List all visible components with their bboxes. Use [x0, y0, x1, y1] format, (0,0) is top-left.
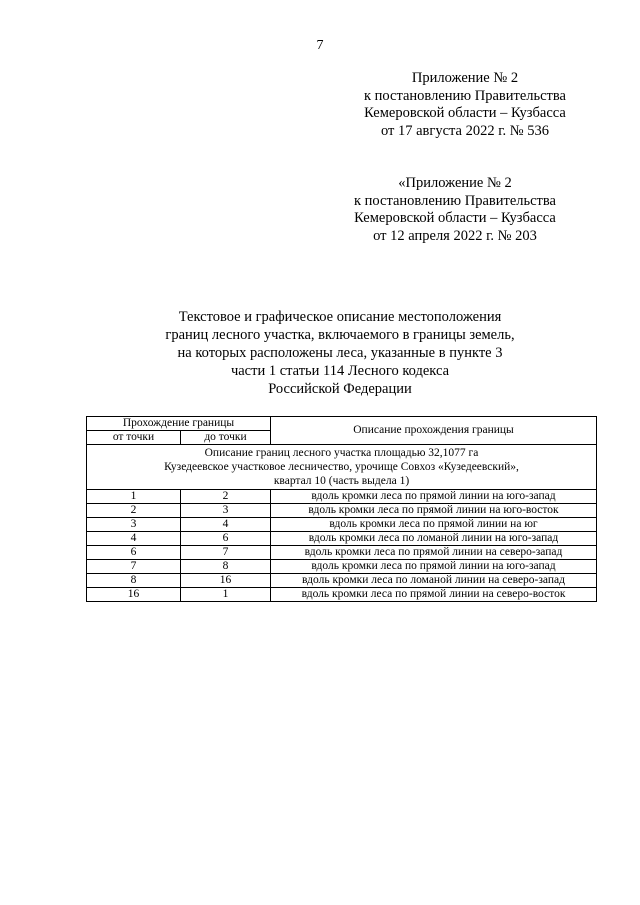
- from-point-header: от точки: [87, 431, 181, 445]
- table-group-row: [87, 445, 597, 490]
- plot-description-line: Кузедеевское участковое лесничество, урочище Совхоз «Кузедеевский»,: [164, 461, 519, 473]
- table-row: [87, 560, 597, 574]
- appendix-current-line: Кемеровской области – Кузбасса: [364, 105, 566, 121]
- from-point: 6: [87, 546, 181, 560]
- to-point: 6: [181, 532, 271, 546]
- from-point: 7: [87, 560, 181, 574]
- boundary-description: вдоль кромки леса по прямой линии на юг: [271, 518, 597, 532]
- boundary-description: вдоль кромки леса по ломаной линии на юго-запад: [271, 532, 597, 546]
- appendix-previous-header: [330, 175, 580, 245]
- from-point: 2: [87, 504, 181, 518]
- appendix-previous-line: от 12 апреля 2022 г. № 203: [373, 227, 537, 244]
- title-line: границ лесного участка, включаемого в границы земель,: [165, 327, 515, 343]
- boundary-description: вдоль кромки леса по прямой линии на северо-запад: [271, 546, 597, 560]
- document-title: [90, 308, 590, 398]
- table-row: [87, 532, 597, 546]
- table-header-row: [87, 417, 597, 431]
- boundary-description: вдоль кромки леса по прямой линии на юго-запад: [271, 560, 597, 574]
- appendix-previous-line: к постановлению Правительства: [354, 192, 556, 209]
- table-row: [87, 518, 597, 532]
- appendix-current-line: Приложение № 2: [411, 70, 519, 86]
- to-point: 16: [181, 574, 271, 588]
- from-point: 4: [87, 532, 181, 546]
- table-row: [87, 490, 597, 504]
- boundary-description: вдоль кромки леса по прямой линии на юго-восток: [271, 504, 597, 518]
- table-row: [87, 504, 597, 518]
- plot-description-line: квартал 10 (часть выдела 1): [273, 475, 410, 487]
- boundary-description: вдоль кромки леса по прямой линии на юго-запад: [271, 490, 597, 504]
- to-point: 4: [181, 518, 271, 532]
- table-row: [87, 574, 597, 588]
- to-point: 2: [181, 490, 271, 504]
- appendix-current-line: от 17 августа 2022 г. № 536: [380, 122, 550, 139]
- table-row: [87, 546, 597, 560]
- passage-header: Прохождение границы: [87, 417, 271, 431]
- to-point-header: до точки: [181, 431, 271, 445]
- to-point: 1: [181, 588, 271, 602]
- from-point: 1: [87, 490, 181, 504]
- boundary-table: [86, 416, 597, 602]
- appendix-previous-line: Кемеровской области – Кузбасса: [354, 210, 556, 226]
- plot-description-line: Описание границ лесного участка площадью 32,1077 га: [204, 447, 479, 459]
- from-point: 16: [87, 588, 181, 602]
- appendix-current-line: к постановлению Правительства: [364, 87, 566, 104]
- title-line: на которых расположены леса, указанные в пункте 3: [177, 345, 503, 361]
- appendix-previous-line: «Приложение № 2: [398, 175, 512, 191]
- plot-description: [87, 445, 597, 490]
- from-point: 8: [87, 574, 181, 588]
- to-point: 3: [181, 504, 271, 518]
- appendix-current-header: [340, 70, 590, 140]
- title-line: Российской Федерации: [268, 381, 412, 397]
- page-number: 7: [316, 38, 324, 53]
- title-line: части 1 статьи 114 Лесного кодекса: [230, 363, 450, 379]
- boundary-description: вдоль кромки леса по ломаной линии на северо-запад: [271, 574, 597, 588]
- from-point: 3: [87, 518, 181, 532]
- description-header: Описание прохождения границы: [271, 417, 597, 445]
- table-row: [87, 588, 597, 602]
- to-point: 8: [181, 560, 271, 574]
- boundary-description: вдоль кромки леса по прямой линии на северо-восток: [271, 588, 597, 602]
- title-line: Текстовое и графическое описание местоположения: [178, 309, 502, 325]
- to-point: 7: [181, 546, 271, 560]
